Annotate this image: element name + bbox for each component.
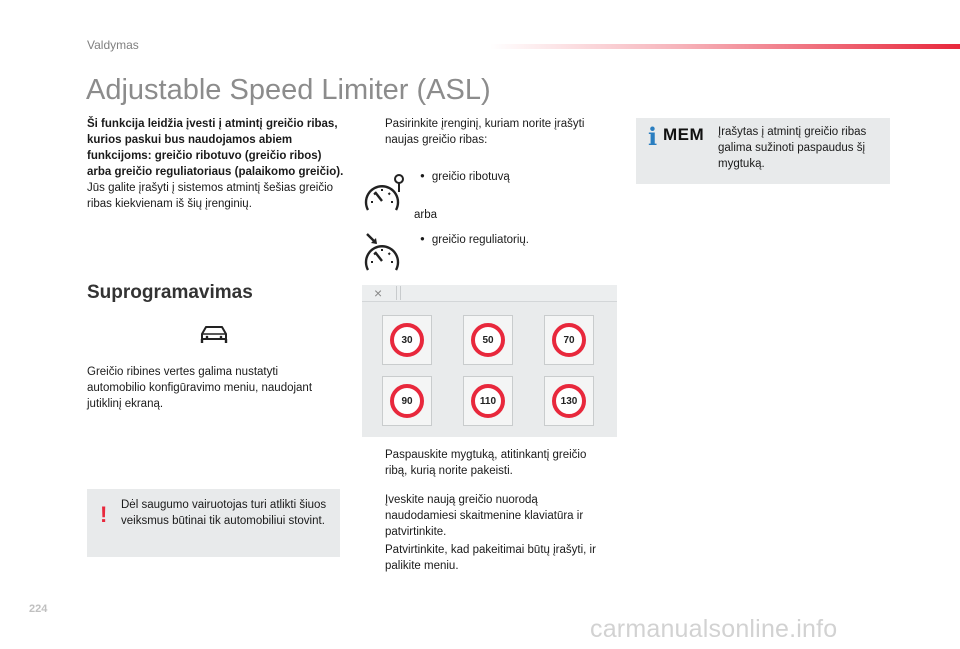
speed-tile-70[interactable] bbox=[544, 315, 594, 365]
speed-tile-110[interactable] bbox=[463, 376, 513, 426]
bullet-icon: ● bbox=[420, 234, 425, 243]
toolbar-divider bbox=[396, 286, 397, 300]
option-limiter: ● greičio ribotuvą bbox=[420, 171, 510, 183]
speed-sign: 50 bbox=[471, 323, 505, 357]
header-accent-line bbox=[490, 44, 960, 49]
intro-text bbox=[87, 116, 345, 212]
close-icon[interactable]: × bbox=[374, 285, 383, 301]
speed-sign: 110 bbox=[471, 384, 505, 418]
mem-button-icon: MEM bbox=[663, 125, 705, 144]
programming-body: Greičio ribines vertes galima nustatyti automobilio konfigūravimo meniu, naudojant jutiklinį ekraną. bbox=[87, 366, 313, 410]
intro-bold: Ši funkcija leidžia įvesti į atmintį greičio ribas, kurios paskui bus naudojamos abiem funkcijoms: greičio ribotuvo (greičio ribos) arba greičio reguliatoriaus (palaikomo greičio). bbox=[87, 118, 344, 178]
watermark: carmanualsonline.info bbox=[590, 615, 838, 643]
intro-normal: Jūs galite įrašyti į sistemos atmintį šešias greičio ribas kiekvienam iš šių įrenginių. bbox=[87, 182, 334, 210]
speed-sign: 90 bbox=[390, 384, 424, 418]
page-title: Adjustable Speed Limiter (ASL) bbox=[86, 74, 491, 106]
section-label: Valdymas bbox=[87, 38, 139, 52]
page-number: 224 bbox=[29, 603, 48, 615]
speed-sign: 30 bbox=[390, 323, 424, 357]
car-settings-icon bbox=[198, 322, 230, 353]
speed-tile-130[interactable] bbox=[544, 376, 594, 426]
bullet-icon: ● bbox=[420, 171, 425, 180]
section-title-programming: Suprogramavimas bbox=[87, 282, 253, 303]
cruise-control-icon bbox=[362, 230, 408, 281]
speed-sign: 70 bbox=[552, 323, 586, 357]
or-label: arba bbox=[414, 209, 438, 221]
warning-icon: ! bbox=[100, 502, 108, 527]
toolbar-divider bbox=[400, 286, 401, 300]
warning-text: Dėl saugumo vairuotojas turi atlikti šiuos veiksmus būtinai tik automobiliui stovint. bbox=[121, 499, 327, 527]
speed-tile-90[interactable] bbox=[382, 376, 432, 426]
info-icon: i bbox=[648, 122, 658, 151]
speed-sign: 130 bbox=[552, 384, 586, 418]
info-text: Įrašytas į atmintį greičio ribas galima sužinoti paspaudus šį mygtuką. bbox=[718, 126, 867, 170]
speed-limiter-icon bbox=[362, 172, 408, 223]
speed-tile-30[interactable] bbox=[382, 315, 432, 365]
speed-tile-50[interactable] bbox=[463, 315, 513, 365]
option-cruise: ● greičio reguliatorių. bbox=[420, 234, 530, 246]
